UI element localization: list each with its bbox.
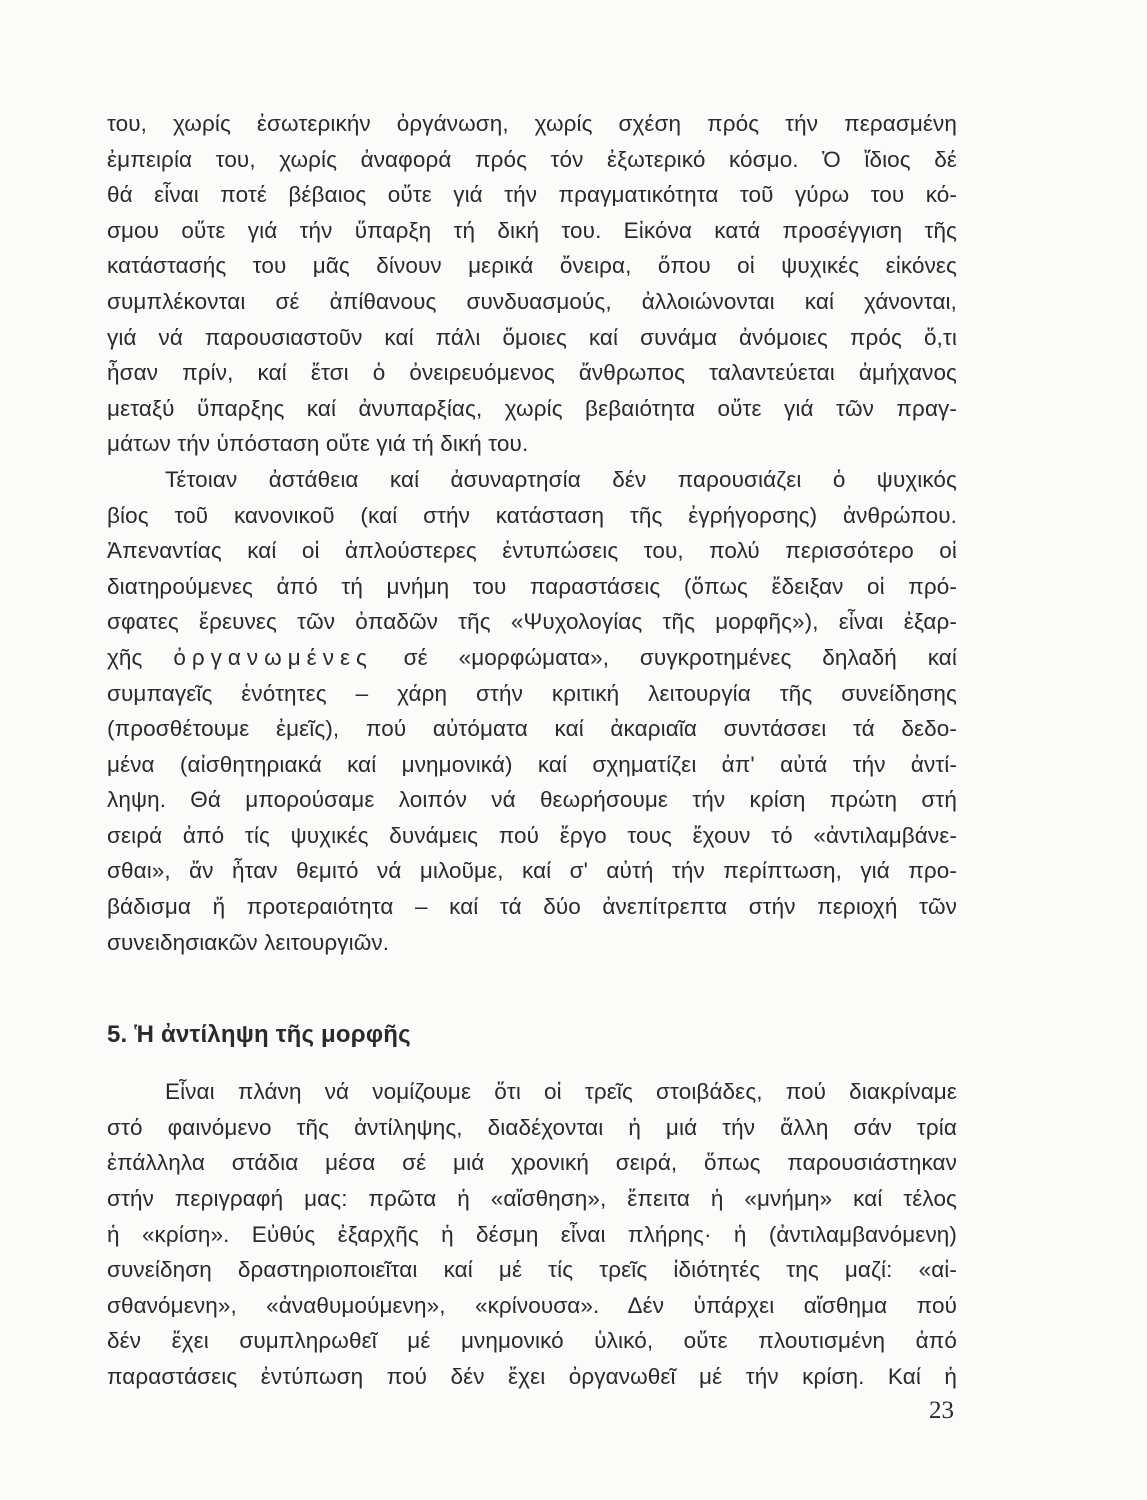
text-line: θά εἶναι ποτέ βέβαιος οὔτε γιά τήν πραγματικότητα τοῦ γύρω του κό-: [107, 182, 957, 208]
paragraph-3: [107, 1074, 957, 1394]
text-line: συμπλέκονται σέ ἀπίθανους συνδυασμούς, ἀλλοιώνονται καί χάνονται,: [107, 288, 957, 314]
paragraph-2: [107, 462, 957, 960]
line-end: σέ «μορφώματα», συγκροτημένες δηλαδή καί: [372, 644, 957, 670]
text-line: σθαι», ἄν ἦταν θεμιτό νά μιλοῦμε, καί σ' αὐτή τήν περίπτωση, γιά προ-: [107, 858, 957, 884]
text-line: συμπαγεῖς ἑνότητες – χάρη στήν κριτική λειτουργία τῆς συνείδησης: [107, 680, 957, 706]
text-line: γιά νά παρουσιαστοῦν καί πάλι ὅμοιες καί συνάμα ἀνόμοιες πρός ὅ,τι: [107, 324, 957, 350]
text-line: μένα (αἰσθητηριακά καί μνημονικά) καί σχηματίζει ἀπ' αὐτά τήν ἀντί-: [107, 751, 957, 777]
text-line: ληψη. Θά μπορούσαμε λοιπόν νά θεωρήσουμε τήν κρίση πρώτη στή: [107, 787, 957, 813]
text-line: κατάστασής του μᾶς δίνουν μερικά ὄνειρα, ὅπου οἱ ψυχικές εἰκόνες: [107, 253, 957, 279]
text-line: μάτων τήν ὑπόσταση οὔτε γιά τή δική του.: [107, 431, 529, 457]
text-line: ἐπάλληλα στάδια μέσα σέ μιά χρονική σειρά, ὅπως παρουσιάστηκαν: [107, 1150, 957, 1176]
line-start: χῆς: [107, 644, 174, 670]
text-line: στό φαινόμενο τῆς ἀντίληψης, διαδέχονται ἡ μιά τήν ἄλλη σάν τρία: [107, 1114, 957, 1140]
text-line: σθανόμενη», «ἀναθυμούμενη», «κρίνουσα». Δέν ὑπάρχει αἴσθημα πού: [107, 1292, 957, 1318]
text-line: βίος τοῦ κανονικοῦ (καί στήν κατάσταση τῆς ἐγρήγορσης) ἀνθρώπου.: [107, 502, 957, 528]
text-line: συνείδηση δραστηριοποιεῖται καί μέ τίς τρεῖς ἰδιότητές της μαζί: «αἰ-: [107, 1257, 957, 1283]
text-line: συνειδησιακῶν λειτουργιῶν.: [107, 929, 390, 955]
text-line: [107, 640, 957, 676]
emphasized-spaced-word: ὀργανωμένες: [173, 644, 373, 670]
text-line: του, χωρίς ἐσωτερικήν ὀργάνωση, χωρίς σχέση πρός τήν περασμένη: [107, 111, 957, 136]
text-line: σειρά ἀπό τίς ψυχικές δυνάμεις πού ἔργο τους ἔχουν τό «ἀντιλαμβάνε-: [107, 822, 957, 848]
text-line: ἦσαν πρίν, καί ἔτσι ὁ ὀνειρευόμενος ἄνθρωπος ταλαντεύεται ἀμήχανος: [107, 360, 957, 386]
text-line: ἡ «κρίση». Εὐθύς ἐξαρχῆς ἡ δέσμη εἶναι πλήρης· ἡ (ἀντιλαμβανόμενη): [107, 1221, 957, 1247]
text-line: διατηρούμενες ἀπό τή μνήμη του παραστάσεις (ὅπως ἔδειξαν οἱ πρό-: [107, 573, 957, 599]
text-line: βάδισμα ἤ προτεραιότητα – καί τά δύο ἀνεπίτρεπτα στήν περιοχή τῶν: [107, 894, 957, 920]
text-line: (προσθέτουμε ἐμεῖς), πού αὐτόματα καί ἀκαριαῖα συντάσσει τά δεδο-: [107, 716, 957, 742]
paragraph-1: [107, 106, 957, 462]
text-line: Εἶναι πλάνη νά νομίζουμε ὅτι οἱ τρεῖς στοιβάδες, πού διακρίναμε: [165, 1079, 957, 1105]
text-line: δέν ἔχει συμπληρωθεῖ μέ μνημονικό ὑλικό, οὔτε πλουτισμένη ἀπό: [107, 1328, 957, 1354]
text-line: Τέτοιαν ἀστάθεια καί ἀσυναρτησία δέν παρουσιάζει ὁ ψυχικός: [165, 466, 957, 492]
page-number: 23: [929, 1397, 954, 1424]
text-line: σφατες ἔρευνες τῶν ὀπαδῶν τῆς «Ψυχολογίας τῆς μορφῆς»), εἶναι ἐξαρ-: [107, 609, 957, 635]
text-line: Ἀπεναντίας καί οἱ ἁπλούστερες ἐντυπώσεις του, πολύ περισσότερο οἱ: [107, 538, 957, 564]
text-line: ἐμπειρία του, χωρίς ἀναφορά πρός τόν ἐξωτερικό κόσμο. Ὁ ἴδιος δέ: [107, 146, 957, 172]
text-line: στήν περιγραφή μας: πρῶτα ἡ «αἴσθηση», ἔπειτα ἡ «μνήμη» καί τέλος: [107, 1186, 957, 1212]
text-line: μεταξύ ὕπαρξης καί ἀνυπαρξίας, χωρίς βεβαιότητα οὔτε γιά τῶν πραγ-: [107, 395, 957, 421]
text-line: παραστάσεις ἐντύπωση πού δέν ἔχει ὀργανωθεῖ μέ τήν κρίση. Καί ἡ: [107, 1364, 957, 1389]
section-heading: 5. Ἡ ἀντίληψη τῆς μορφῆς: [107, 1021, 411, 1049]
text-line: σμου οὔτε γιά τήν ὕπαρξη τή δική του. Εἰκόνα κατά προσέγγιση τῆς: [107, 217, 957, 243]
